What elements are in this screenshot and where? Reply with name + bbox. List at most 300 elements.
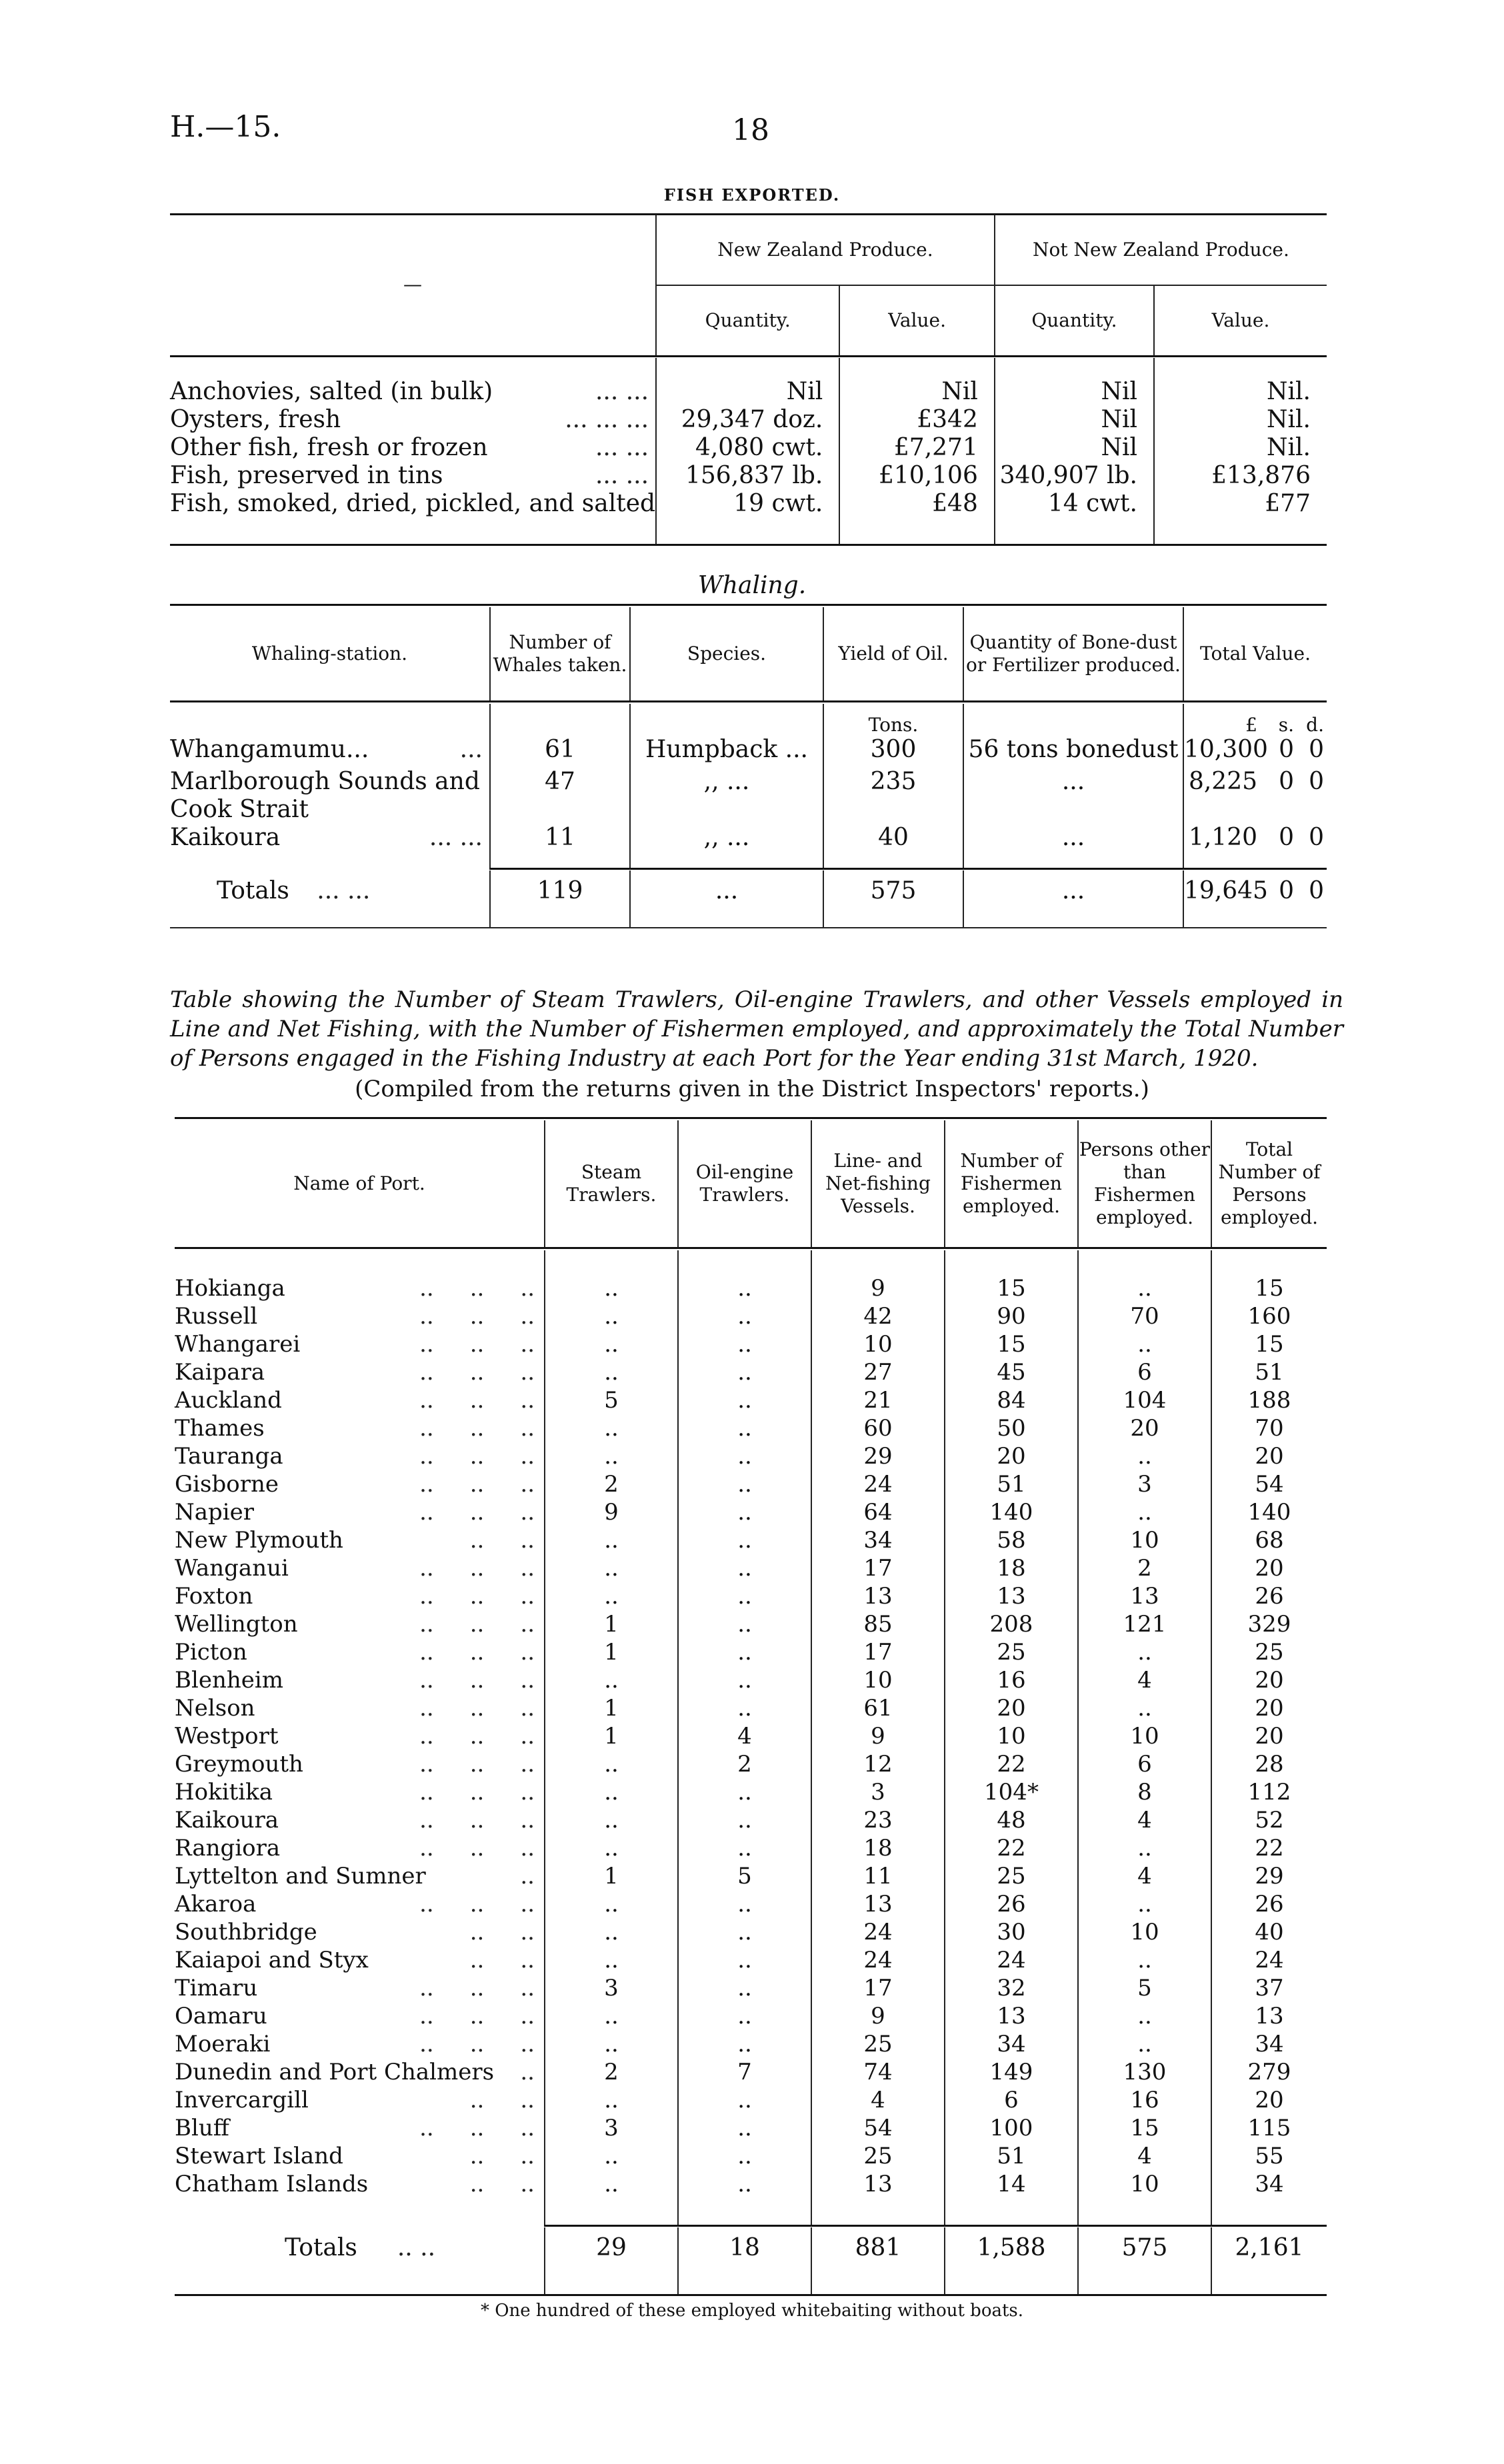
cell-total: 279 [1211,2058,1327,2086]
cell-total: 15 [1211,1330,1327,1358]
cell-total: 20 [1211,1666,1327,1694]
cell-others: 6 [1078,1358,1211,1386]
table-row [175,1386,1327,1414]
cell-others: 5 [1078,1974,1211,2002]
port-name [175,1302,545,1330]
port-name [175,1470,545,1498]
cell-steam: 3 [545,2114,678,2142]
port-label: Dunedin and Port Chalmers [175,2058,495,2085]
cell-steam: .. [545,2142,678,2170]
column-header: Value. [839,285,995,356]
port-label: Thames [175,1414,265,1442]
leader-dots: .. .. .. [419,1666,535,1694]
cell-fishermen: 25 [945,1638,1078,1666]
cell-steam: .. [545,1302,678,1330]
cell-oil: .. [678,1890,811,1918]
column-header: Quantity of Bone-dust or Fertilizer produced. [963,607,1183,702]
pounds: 10,300 [1184,735,1268,763]
whales-taken: 61 [490,736,630,768]
table-row [175,1330,1327,1358]
species: ,, ... [630,768,823,824]
port-label: Wellington [175,1610,298,1638]
table-row [175,1974,1327,2002]
cell-others: 4 [1078,1806,1211,1834]
column-header: Line- and Net-fishing Vessels. [811,1120,945,1248]
leader-dots: ... [459,735,483,763]
cell-line: 9 [811,2002,945,2030]
column-header: Oil-engine Trawlers. [678,1120,811,1248]
port-label: Bluff [175,2114,229,2141]
cell-others: 15 [1078,2114,1211,2142]
port-label: Stewart Island [175,2142,343,2169]
cell-others: 16 [1078,2086,1211,2114]
port-label: Wanganui [175,1554,289,1582]
cell-line: 10 [811,1666,945,1694]
cell-total: 68 [1211,1526,1327,1554]
cell-oil: .. [678,1358,811,1386]
cell-others: 6 [1078,1750,1211,1778]
port-label: Moeraki [175,2030,271,2057]
cell-steam: 1 [545,1610,678,1638]
port-name [175,2086,545,2114]
stub-header: — [403,273,423,296]
bonedust-quantity: ... [963,824,1183,856]
cell-line: 85 [811,1610,945,1638]
nz-quantity: Nil [656,378,839,406]
other-quantity: Nil [995,378,1154,406]
leader-dots: .. .. [469,2170,535,2197]
cell-fishermen: 20 [945,1694,1078,1722]
cell-others: .. [1078,1638,1211,1666]
cell-fishermen: 6 [945,2086,1078,2114]
table-row [175,1554,1327,1582]
cell-steam: 1 [545,1862,678,1890]
total-value [1183,768,1327,824]
cell-others: 4 [1078,2142,1211,2170]
port-label: Invercargill [175,2086,309,2113]
cell-oil: .. [678,1610,811,1638]
other-value: £77 [1154,490,1327,518]
table-row [175,1834,1327,1862]
cell-others: 10 [1078,1526,1211,1554]
cell-others: 70 [1078,1302,1211,1330]
port-label: Kaikoura [175,1806,279,1834]
other-quantity: Nil [995,406,1154,434]
cell-steam: .. [545,2170,678,2198]
cell-others: 130 [1078,2058,1211,2086]
table-row [175,2002,1327,2030]
cell-line: 11 [811,1862,945,1890]
column-header: Whaling-station. [251,642,408,664]
cell-steam: .. [545,1554,678,1582]
row-label [170,434,656,462]
cell-others: .. [1078,1274,1211,1302]
cell-oil: .. [678,1834,811,1862]
cell-fishermen: 30 [945,1918,1078,1946]
port-name [175,2142,545,2170]
cell-total: 20 [1211,1722,1327,1750]
port-name [175,1834,545,1862]
nz-quantity: 156,837 lb. [656,462,839,490]
cell-total: 34 [1211,2030,1327,2058]
cell-oil: .. [678,1414,811,1442]
cell-total: 160 [1211,1302,1327,1330]
cell-line: 9 [811,1274,945,1302]
fish-exported-table [170,215,1327,547]
nz-value: £7,271 [839,434,995,462]
cell-steam: .. [545,2086,678,2114]
cell-fishermen: 50 [945,1414,1078,1442]
port-label: Lyttelton and Sumner [175,1862,426,1889]
cell-line: 12 [811,1750,945,1778]
cell-oil: .. [678,1470,811,1498]
cell-line: 61 [811,1694,945,1722]
cell-others: .. [1078,2002,1211,2030]
cell-line: 29 [811,1442,945,1470]
cell-line: 13 [811,2170,945,2198]
cell-fishermen: 140 [945,1498,1078,1526]
cell-fishermen: 22 [945,1834,1078,1862]
cell-fishermen: 14 [945,2170,1078,2198]
cell-others: 121 [1078,1610,1211,1638]
cell-oil: 4 [678,1722,811,1750]
cell-fishermen: 20 [945,1442,1078,1470]
pence: 0 [1309,767,1324,795]
column-header: Value. [1154,285,1327,356]
ports-table [175,1117,1327,2297]
leader-dots: .. .. .. [419,2114,535,2141]
cell-steam: .. [545,1582,678,1610]
leader-dots: .. .. .. [419,1414,535,1442]
cell-line: 25 [811,2142,945,2170]
group-header-not-nz: Not New Zealand Produce. [995,215,1327,285]
cell-line: 34 [811,1526,945,1554]
row-label [170,490,656,518]
cell-line: 74 [811,2058,945,2086]
whaling-totals-row: Totals ... ... 119 ... 575 ... 19,645 0 0 [170,870,1327,912]
cell-others: .. [1078,1442,1211,1470]
cell-total: 25 [1211,1638,1327,1666]
port-label: Westport [175,1722,279,1750]
port-label: Nelson [175,1694,255,1722]
port-label: Tauranga [175,1442,283,1470]
cell-line: 24 [811,1470,945,1498]
cell-fishermen: 18 [945,1554,1078,1582]
table-row [175,2142,1327,2170]
port-name [175,2030,545,2058]
leader-dots: .. .. .. [419,1358,535,1386]
cell-steam: .. [545,1918,678,1946]
cell-oil: 2 [678,1750,811,1778]
port-name [175,1554,545,1582]
bonedust-quantity: ... [963,768,1183,824]
cell-fishermen: 208 [945,1610,1078,1638]
cell-steam: .. [545,1330,678,1358]
cell-others: 10 [1078,1918,1211,1946]
leader-dots: .. .. .. [419,1330,535,1358]
cell-steam: .. [545,1806,678,1834]
nz-quantity: 19 cwt. [656,490,839,518]
column-header: Total Value. [1183,607,1327,702]
pence: 0 [1309,823,1324,851]
other-quantity: 14 cwt. [995,490,1154,518]
cell-steam: .. [545,1750,678,1778]
cell-total: 37 [1211,1974,1327,2002]
cell-others: 3 [1078,1470,1211,1498]
table-row [175,2170,1327,2198]
cell-oil: .. [678,1554,811,1582]
leader-dots: .. .. .. [419,1722,535,1750]
leader-dots: .. .. .. [419,1610,535,1638]
cell-fishermen: 149 [945,2058,1078,2086]
cell-fishermen: 10 [945,1722,1078,1750]
cell-others: 10 [1078,2170,1211,2198]
table-row [175,1750,1327,1778]
whaling-title: Whaling. [697,572,807,599]
cell-others: .. [1078,1890,1211,1918]
cell-oil: .. [678,2142,811,2170]
cell-oil: .. [678,1330,811,1358]
item-name: Oysters, fresh [170,406,341,433]
shillings: 0 [1279,735,1294,763]
cell-line: 17 [811,1974,945,2002]
cell-total: 115 [1211,2114,1327,2142]
leader-dots: .. .. [469,1946,535,1973]
footnote: * One hundred of these employed whitebaiting without boats. [480,2301,1024,2321]
column-header: Number of Fishermen employed. [945,1120,1078,1248]
cell-steam: 1 [545,1722,678,1750]
total-value [1183,824,1327,856]
total-value [1183,736,1327,768]
cell-total: 112 [1211,1778,1327,1806]
cell-line: 24 [811,1918,945,1946]
table-row [170,406,1327,434]
table-row [175,1638,1327,1666]
port-label: Akaroa [175,1890,257,1917]
cell-line: 21 [811,1386,945,1414]
cell-steam: .. [545,2002,678,2030]
leader-dots: .. .. [469,2086,535,2113]
table-row [175,2114,1327,2142]
port-label: Rangiora [175,1834,281,1861]
column-header: Persons other than Fishermen employed. [1078,1120,1211,1248]
cell-steam: .. [545,2030,678,2058]
leader-dots: .. .. .. [419,1834,535,1861]
ports-table-caption: Table showing the Number of Steam Trawlers, Oil-engine Trawlers, and other Vessels employed in Line and Net Fishing, with the Number of Fishermen employed, and approximately the Total Number of Persons engaged in the Fishing Industry at each Port for the Year ending 31st March, 1920. [170,986,1343,1072]
table-row [170,434,1327,462]
cell-fishermen: 51 [945,2142,1078,2170]
port-label: Kaipara [175,1358,265,1386]
port-name [175,1890,545,1918]
nz-value: £10,106 [839,462,995,490]
cell-total: 52 [1211,1806,1327,1834]
pence: 0 [1309,735,1324,763]
item-name: Anchovies, salted (in bulk) [170,378,493,405]
leader-dots: .. .. .. [419,1974,535,2001]
leader-dots: .. .. .. [419,1442,535,1470]
port-name [175,1862,545,1890]
table-row [175,1610,1327,1638]
leader-dots: ... ... [429,823,483,851]
cell-oil: .. [678,1582,811,1610]
cell-steam: .. [545,1834,678,1862]
leader-dots: .. .. .. [419,1302,535,1330]
cell-fishermen: 51 [945,1470,1078,1498]
table-row [175,1582,1327,1610]
port-name [175,2170,545,2198]
cell-others: 10 [1078,1722,1211,1750]
cell-others: 104 [1078,1386,1211,1414]
port-name [175,1498,545,1526]
table-row [175,2030,1327,2058]
table-row [175,1470,1327,1498]
station-label: Marlborough Sounds and Cook Strait [170,767,480,823]
port-name [175,1274,545,1302]
cell-total: 54 [1211,1470,1327,1498]
cell-fishermen: 90 [945,1302,1078,1330]
cell-fishermen: 34 [945,2030,1078,2058]
oil-yield: 235 [823,768,963,824]
cell-others: .. [1078,2030,1211,2058]
cell-steam: 1 [545,1694,678,1722]
port-label: Foxton [175,1582,253,1610]
port-label: Gisborne [175,1470,279,1498]
cell-total: 70 [1211,1414,1327,1442]
cell-others: .. [1078,1946,1211,1974]
cell-steam: .. [545,1890,678,1918]
port-name [175,1666,545,1694]
port-label: Greymouth [175,1750,303,1778]
column-header: Steam Trawlers. [545,1120,678,1248]
other-value: Nil. [1154,378,1327,406]
port-name [175,1918,545,1946]
cell-oil: .. [678,2086,811,2114]
leader-dots: .. .. [469,1526,535,1554]
port-name [175,1358,545,1386]
cell-line: 13 [811,1890,945,1918]
port-name [175,1414,545,1442]
port-name [175,1330,545,1358]
cell-fishermen: 13 [945,2002,1078,2030]
leader-dots: .. .. .. [419,1386,535,1414]
port-name [175,1750,545,1778]
cell-total: 20 [1211,1442,1327,1470]
port-label: New Plymouth [175,1526,343,1554]
species: ,, ... [630,824,823,856]
cell-total: 329 [1211,1610,1327,1638]
port-label: Hokitika [175,1778,273,1806]
cell-others: .. [1078,1498,1211,1526]
cell-fishermen: 48 [945,1806,1078,1834]
cell-others: .. [1078,1834,1211,1862]
table-row [175,1526,1327,1554]
station-name [170,824,490,856]
item-name: Other fish, fresh or frozen [170,434,488,461]
table-row [170,824,1327,856]
table-row [170,378,1327,406]
cell-steam: 2 [545,1470,678,1498]
item-name: Fish, smoked, dried, pickled, and salted [170,490,656,517]
leader-dots: .. .. .. [419,1498,535,1526]
port-name [175,1946,545,1974]
port-label: Blenheim [175,1666,284,1694]
cell-steam: .. [545,1526,678,1554]
cell-total: 51 [1211,1358,1327,1386]
cell-fishermen: 25 [945,1862,1078,1890]
leader-dots: ... ... [595,434,649,461]
cell-line: 17 [811,1638,945,1666]
port-label: Russell [175,1302,258,1330]
cell-line: 24 [811,1946,945,1974]
oil-yield: 300 [823,736,963,768]
table-row [170,768,1327,824]
table-row [175,1806,1327,1834]
port-name [175,2058,545,2086]
pounds: 8,225 [1188,767,1257,795]
nz-quantity: 29,347 doz. [656,406,839,434]
leader-dots: .. .. .. [419,1582,535,1610]
port-name [175,1778,545,1806]
cell-fishermen: 24 [945,1946,1078,1974]
cell-oil: .. [678,1498,811,1526]
cell-steam: .. [545,1274,678,1302]
table-row [170,462,1327,490]
cell-oil: .. [678,2030,811,2058]
cell-others: 2 [1078,1554,1211,1582]
cell-oil: .. [678,1274,811,1302]
cell-fishermen: 104* [945,1778,1078,1806]
cell-fishermen: 58 [945,1526,1078,1554]
cell-line: 42 [811,1302,945,1330]
cell-total: 28 [1211,1750,1327,1778]
cell-total: 40 [1211,1918,1327,1946]
table-row [175,1694,1327,1722]
leader-dots: .. .. .. [419,1890,535,1917]
document-reference: H.—15. [170,110,281,144]
cell-others: 20 [1078,1414,1211,1442]
cell-fishermen: 15 [945,1274,1078,1302]
table-row [175,1890,1327,1918]
table-row [175,2086,1327,2114]
cell-steam: 9 [545,1498,678,1526]
port-label: Kaiapoi and Styx [175,1946,369,1973]
cell-steam: 5 [545,1386,678,1414]
ports-table-subcaption: (Compiled from the returns given in the District Inspectors' reports.) [355,1076,1149,1102]
table-row [175,2058,1327,2086]
cell-total: 140 [1211,1498,1327,1526]
cell-others: 4 [1078,1862,1211,1890]
port-label: Hokianga [175,1274,285,1302]
cell-fishermen: 26 [945,1890,1078,1918]
table-row [175,1862,1327,1890]
table-row [175,1442,1327,1470]
cell-oil: .. [678,2114,811,2142]
species: Humpback ... [630,736,823,768]
leader-dots: .. .. .. [419,1470,535,1498]
port-label: Auckland [175,1386,282,1414]
port-name [175,1442,545,1470]
port-label: Chatham Islands [175,2170,369,2197]
cell-fishermen: 15 [945,1330,1078,1358]
leader-dots: .. .. .. [419,1554,535,1582]
cell-line: 9 [811,1722,945,1750]
shillings: 0 [1279,767,1294,795]
leader-dots: .. .. .. [419,1274,535,1302]
port-name [175,1582,545,1610]
port-name [175,1386,545,1414]
item-name: Fish, preserved in tins [170,462,443,489]
cell-oil: .. [678,1386,811,1414]
